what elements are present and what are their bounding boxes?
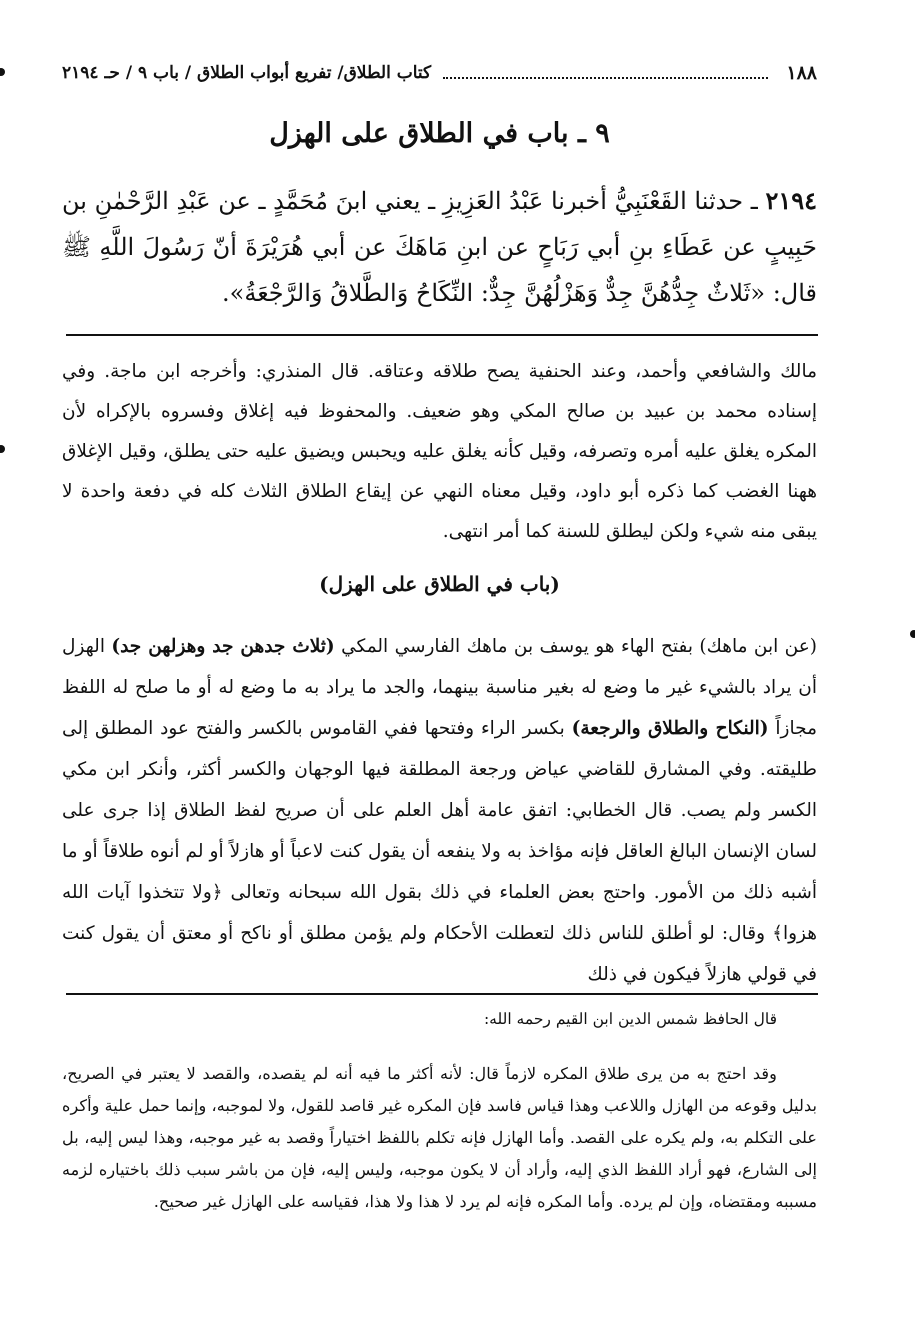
commentary-quote: (النكاح والطلاق والرجعة) xyxy=(571,718,769,739)
commentary-segment: بكسر الراء وفتحها ففي القاموس بالكسر والفتح عود المطلق إلى طليقته. وفي المشارق للقاضي عياض ورجعة المطلقة فيها الوجهان والكسر أكثر، وأنكر ابن مكي الكسر ولم يصب. قال الخطابي: اتفق عامة أهل العلم على أن صريح لفظ الطلاق إذا جرى على لسان الإنسان البالغ العاقل فإنه مؤاخذ به ولا ينفعه أن يقول كنت لاعباً أو هازلاً أو لم أنوه طلاقاً أو ما أشبه ذلك من الأمور. واحتج بعض العلماء في ذلك بقول الله سبحانه وتعالى ﴿ولا تتخذوا آيات الله هزوا﴾ وقال: لو أطلق للناس ذلك لتعطلت الأحكام ولم يؤمن مطلق أو ناكح أو معتق أن يقول كنت في قولي هازلاً فيكون في ذلك xyxy=(62,718,817,985)
hadith-text xyxy=(62,178,817,316)
commentary-segment: (عن ابن ماهك) بفتح الهاء هو يوسف بن ماهك الفارسي المكي xyxy=(334,636,817,657)
scan-edge-mark xyxy=(910,630,915,638)
scan-edge-mark xyxy=(0,445,5,453)
running-title: كتاب الطلاق/ تفريع أبواب الطلاق / باب ٩ / حـ ٢١٩٤ xyxy=(62,63,432,83)
commentary-segment: الهزل أن يراد بالشيء غير ما وضع له بغير مناسبة بينهما، والجد ما يراد به ما وضع له أو ما صلح له اللفظ مجازاً xyxy=(62,636,817,739)
hadith-number: ٢١٩٤ xyxy=(765,186,817,215)
scan-edge-mark xyxy=(0,68,5,76)
section-divider xyxy=(66,993,818,995)
header-dot-leader xyxy=(443,67,768,79)
commentary-bottom-intro: قال الحافظ شمس الدين ابن القيم رحمه الله: xyxy=(483,1010,777,1028)
commentary-top-text: مالك والشافعي وأحمد، وعند الحنفية يصح طلاقه وعتاقه. قال المنذري: وأخرجه ابن ماجة. وفي إسناده محمد بن عبيد بن صالح المكي وهو ضعيف. والمحفوظ فيه إغلاق وفسروه بالإكراه لأن المكره يغلق عليه أمره وتصرفه، وقيل كأنه يغلق عليه ويحبس ويضيق عليه حتى يطلق، وقيل الإغلاق ههنا الغضب كما ذكره أبو داود، وقيل معناه النهي عن إيقاع الطلاق الثلاث كله في دفعة واحدة لا يبقى منه شيء ولكن ليطلق للسنة كما أمر انتهى. xyxy=(62,361,817,542)
chapter-title: ٩ ـ باب في الطلاق على الهزل xyxy=(269,118,610,149)
commentary-bottom-text: وقد احتج به من يرى طلاق المكره لازماً قال: لأنه أكثر ما فيه أنه لم يقصده، والقصد لا يعتبر في الصريح، بدليل وقوعه من الهازل واللاعب وهذا قياس فاسد فإن المكره غير قاصد للقول، ولا لموجبه، وإنما حمل علية وأكره على التكلم به، ولم يكره على القصد. وأما الهازل فإنه تكلم باللفظ اختياراً وقصد به غير موجبه، وهذا ليس إليه، بل إلى الشارع، فهو أراد اللفظ الذي إليه، وأراد أن لا يكون موجبه، وليس إليه، فإن من باشر سبب ذلك باختياره لزمه مسببه ومقتضاه، وإن لم يرده. وأما المكره فإنه لم يرد لا هذا ولا هذا، فقياسه على الهازل غير صحيح. xyxy=(62,1064,817,1211)
page-number: ١٨٨ xyxy=(786,62,817,84)
commentary-quote: (ثلاث جدهن جد وهزلهن جد) xyxy=(111,636,335,657)
page-header xyxy=(62,58,817,88)
commentary-main-text xyxy=(62,626,817,995)
section-divider xyxy=(66,334,818,336)
hadith-body: ـ حدثنا القَعْنَبِيُّ أخبرنا عَبْدُ العَزِيزِ ـ يعني ابنَ مُحَمَّدٍ ـ عن عَبْدِ الرَّحْمٰنِ بن حَبِيبٍ عن عَطَاءِ بنِ أبي رَبَاحٍ عن ابنِ مَاهَكَ عن أبي هُرَيْرَةَ أنّ رَسُولَ اللَّهِ ﷺ قال: «ثَلاثٌ جِدُّهُنَّ جِدٌّ وَهَزْلُهُنَّ جِدٌّ: النِّكَاحُ وَالطَّلاقُ وَالرَّجْعَةُ». xyxy=(62,187,817,307)
commentary-heading: (باب في الطلاق على الهزل) xyxy=(319,572,560,596)
